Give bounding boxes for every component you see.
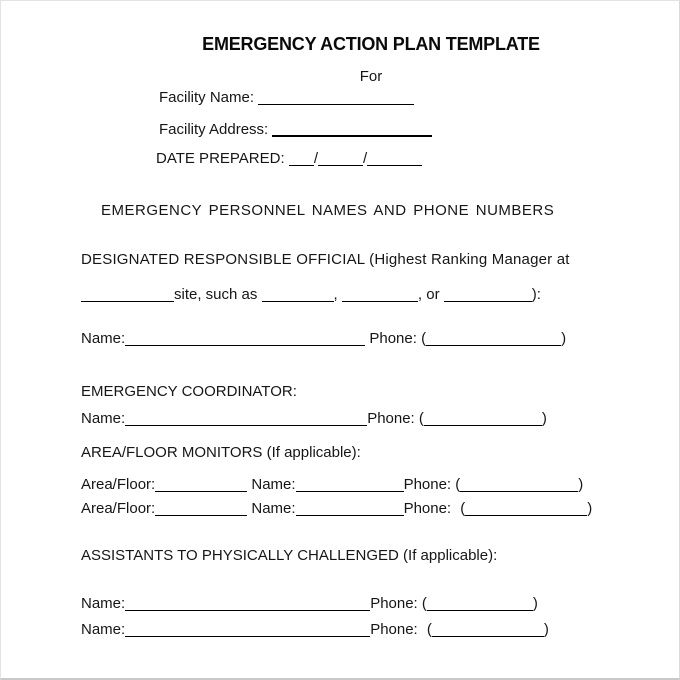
designated-official-name-row — [81, 330, 566, 347]
area-floor-label: Area/Floor: — [81, 476, 156, 493]
name-label: Name: — [81, 595, 126, 612]
name-label: Name: — [251, 476, 296, 493]
date-prepared-label: DATE PREPARED: — [156, 150, 285, 167]
monitor2-name-field[interactable] — [296, 502, 404, 516]
monitor1-phone-field[interactable] — [460, 478, 578, 492]
open-paren: ( — [418, 410, 424, 427]
open-paren: ( — [421, 595, 427, 612]
date-slash: / — [362, 150, 368, 167]
date-day-field[interactable] — [318, 152, 363, 166]
assistants-heading: ASSISTANTS TO PHYSICALLY CHALLENGED (If applicable): — [81, 547, 498, 564]
assistant1-name-field[interactable] — [125, 597, 370, 611]
open-paren: ( — [421, 330, 427, 347]
facility-address-field[interactable] — [272, 122, 432, 137]
assistant-row-1 — [81, 595, 538, 612]
designated-official-site-row — [81, 286, 541, 303]
facility-name-row — [159, 89, 414, 106]
name-label: Name: — [81, 621, 126, 638]
phone-label: Phone: — [369, 330, 417, 347]
coordinator-name-row — [81, 410, 547, 427]
monitor1-area-field[interactable] — [155, 478, 247, 492]
name-label: Name: — [251, 500, 296, 517]
open-paren: ( — [426, 621, 432, 638]
comma-text: , — [333, 286, 338, 303]
close-paren: ) — [587, 500, 593, 517]
close-paren: ) — [541, 410, 547, 427]
coordinator-phone-field[interactable] — [424, 412, 542, 426]
monitor2-phone-field[interactable] — [465, 502, 587, 516]
site-text: site, such as — [174, 286, 258, 303]
name-label: Name: — [81, 410, 126, 427]
phone-label: Phone: — [403, 476, 452, 493]
monitor1-name-field[interactable] — [296, 478, 404, 492]
for-label: For — [359, 68, 383, 85]
assistant2-phone-field[interactable] — [432, 623, 544, 637]
open-paren: ( — [460, 500, 466, 517]
site-example2-field[interactable] — [342, 288, 418, 302]
close-paren: ) — [543, 621, 549, 638]
monitor-row-1 — [81, 476, 583, 493]
assistant2-name-field[interactable] — [125, 623, 370, 637]
close-paren: ) — [578, 476, 584, 493]
date-year-field[interactable] — [367, 152, 422, 166]
close-paren: ) — [561, 330, 567, 347]
area-floor-label: Area/Floor: — [81, 500, 156, 517]
site-example1-field[interactable] — [262, 288, 334, 302]
close-paren: ) — [532, 595, 538, 612]
facility-address-row — [159, 121, 432, 138]
close-text: ): — [531, 286, 541, 303]
coordinator-heading: EMERGENCY COORDINATOR: — [81, 383, 297, 400]
site-example3-field[interactable] — [444, 288, 532, 302]
facility-name-field[interactable] — [258, 91, 414, 105]
date-prepared-row — [156, 150, 422, 167]
or-text: , or — [417, 286, 440, 303]
date-slash: / — [313, 150, 318, 167]
coordinator-name-field[interactable] — [125, 412, 367, 426]
phone-label: Phone: — [367, 410, 415, 427]
phone-label: Phone: — [370, 595, 418, 612]
assistant-row-2 — [81, 621, 549, 638]
monitor2-area-field[interactable] — [155, 502, 247, 516]
date-month-field[interactable] — [289, 152, 314, 166]
designated-official-phone-field[interactable] — [426, 332, 561, 346]
phone-label: Phone: — [403, 500, 452, 517]
personnel-section-heading: EMERGENCY PERSONNEL NAMES AND PHONE NUMBERS — [101, 202, 555, 219]
phone-label: Phone: — [370, 621, 418, 638]
site-field[interactable] — [81, 288, 174, 302]
facility-name-label: Facility Name: — [159, 89, 255, 106]
designated-official-heading: DESIGNATED RESPONSIBLE OFFICIAL (Highest Ranking Manager at — [81, 251, 570, 268]
document-title: EMERGENCY ACTION PLAN TEMPLATE — [202, 34, 540, 54]
designated-official-name-field[interactable] — [125, 332, 365, 346]
assistant1-phone-field[interactable] — [427, 597, 533, 611]
name-label: Name: — [81, 330, 126, 347]
facility-address-label: Facility Address: — [159, 121, 269, 138]
monitor-row-2 — [81, 500, 592, 517]
open-paren: ( — [455, 476, 461, 493]
monitors-heading: AREA/FLOOR MONITORS (If applicable): — [81, 444, 361, 461]
